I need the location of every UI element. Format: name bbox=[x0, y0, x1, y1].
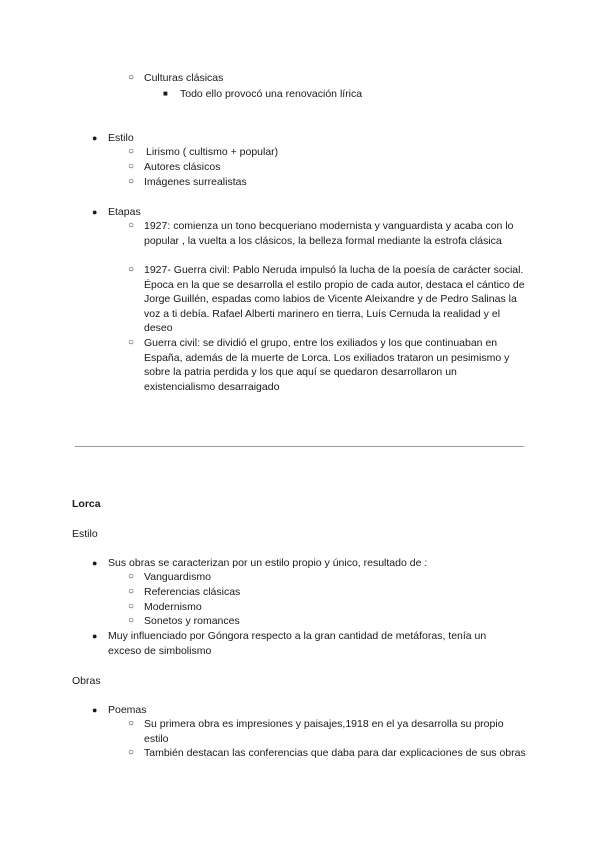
list-item-caracteristicas: Sus obras se caracterizan por un estilo propio y único, resultado de : bbox=[108, 557, 428, 569]
circle-bullet-icon: ○ bbox=[128, 264, 135, 275]
etapa-1927: 1927: comienza un tono becqueriano modernista y vanguardista y acaba con lo popular , la vuelta a los clásicos, la belleza formal mediante la estrofa clásica bbox=[144, 220, 514, 247]
circle-bullet-icon: ○ bbox=[128, 72, 135, 83]
disc-bullet-icon: ● bbox=[92, 631, 98, 641]
list-item-impresiones: Su primera obra es impresiones y paisajes,1918 en el ya desarrolla su propio estilo bbox=[144, 718, 504, 745]
list-item-referencias: Referencias clásicas bbox=[144, 586, 241, 598]
circle-bullet-icon: ○ bbox=[128, 718, 135, 729]
list-item-modernismo: Modernismo bbox=[144, 601, 202, 613]
circle-bullet-icon: ○ bbox=[128, 220, 135, 231]
circle-bullet-icon: ○ bbox=[128, 747, 135, 758]
list-item-conferencias: También destacan las conferencias que daba para dar explicaciones de sus obras bbox=[144, 747, 526, 759]
circle-bullet-icon: ○ bbox=[128, 615, 135, 626]
list-item-estilo: Estilo bbox=[108, 132, 134, 144]
list-item-vanguardismo: Vanguardismo bbox=[144, 571, 211, 583]
circle-bullet-icon: ○ bbox=[128, 586, 135, 597]
square-bullet-icon: ■ bbox=[163, 89, 168, 98]
list-item-culturas: Culturas clásicas bbox=[144, 72, 224, 84]
circle-bullet-icon: ○ bbox=[128, 146, 135, 157]
circle-bullet-icon: ○ bbox=[128, 161, 135, 172]
circle-bullet-icon: ○ bbox=[128, 571, 135, 582]
etapa-guerra-civil: Guerra civil: se dividió el grupo, entre los exiliados y los que continuaban en España, además de la muerte de Lorca. Los exiliados trataron un pesimismo y sobre la patria perdida y los que aquí se quedaron desarrollaron un existencialismo desarraigado bbox=[144, 337, 510, 393]
list-item-renovacion: Todo ello provocó una renovación lírica bbox=[180, 88, 363, 100]
circle-bullet-icon: ○ bbox=[128, 601, 135, 612]
circle-bullet-icon: ○ bbox=[128, 337, 135, 348]
list-item-sonetos: Sonetos y romances bbox=[144, 615, 240, 627]
disc-bullet-icon: ● bbox=[92, 207, 98, 217]
etapa-1927-guerra-civil: 1927- Guerra civil: Pablo Neruda impulsó la lucha de la poesía de carácter social. Época en la que se desarrolla el estilo propio de cada autor, destaca el cántico de Jorge Guillén, espadas como labios de Vicente Aleixandre y de Pedro Salinas la voz a ti debía. Rafael Alberti marinero en tierra, Luís Cernuda la realidad y el deseo bbox=[144, 264, 525, 335]
circle-bullet-icon: ○ bbox=[128, 176, 135, 187]
subheading-estilo: Estilo bbox=[72, 528, 98, 540]
section-title-lorca: Lorca bbox=[72, 498, 101, 510]
list-item-autores: Autores clásicos bbox=[144, 161, 221, 173]
disc-bullet-icon: ● bbox=[92, 558, 98, 568]
list-item-imagenes: Imágenes surrealistas bbox=[144, 176, 247, 188]
disc-bullet-icon: ● bbox=[92, 705, 98, 715]
list-item-etapas: Etapas bbox=[108, 206, 141, 218]
disc-bullet-icon: ● bbox=[92, 133, 98, 143]
list-item-gongora: Muy influenciado por Góngora respecto a la gran cantidad de metáforas, tenía un exceso de simbolismo bbox=[108, 630, 487, 657]
list-item-poemas: Poemas bbox=[108, 704, 147, 716]
horizontal-divider bbox=[75, 446, 524, 447]
subheading-obras: Obras bbox=[72, 675, 101, 687]
list-item-lirismo: Lirismo ( cultismo + popular) bbox=[146, 146, 279, 158]
